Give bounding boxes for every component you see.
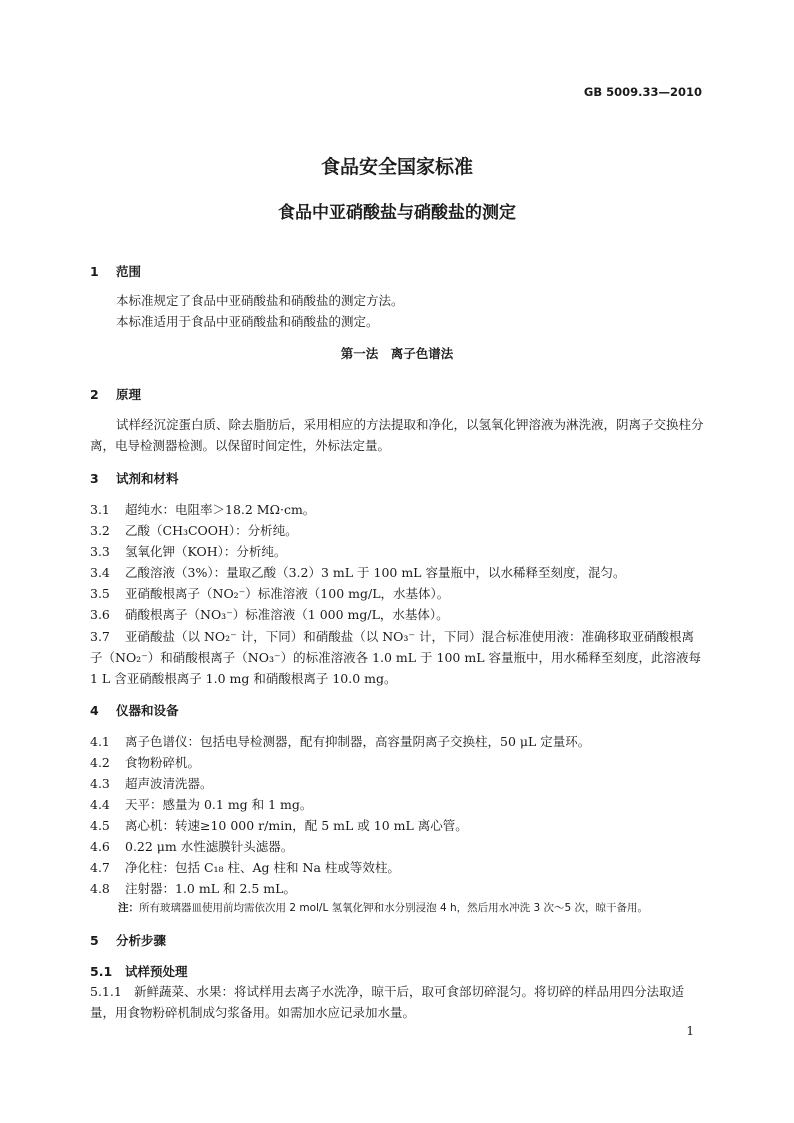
section-number: 3 [90, 471, 99, 486]
document-title: 食品安全国家标准 [320, 156, 473, 178]
paragraph-text: 本标准适用于食品中亚硝酸盐和硝酸盐的测定。 [116, 314, 379, 329]
list-item: 4.4 天平：感量为 0.1 mg 和 1 mg。 [90, 797, 313, 812]
section-2-paragraph [90, 414, 704, 456]
section-2-heading [90, 385, 141, 403]
section-title: 原理 [116, 387, 142, 402]
list-item: 3.1 超纯水：电阻率＞18.2 MΩ·cm。 [90, 502, 316, 517]
section-title: 仪器和设备 [116, 703, 179, 718]
list-item: 4.1 离子色谱仪：包括电导检测器，配有抑制器，高容量阴离子交换柱，50 μL 定量环。 [90, 734, 591, 749]
section-1-heading [90, 262, 141, 280]
section-number: 1 [90, 264, 99, 279]
list-item: 3.6 硝酸根离子（NO₃⁻）标准溶液（1 000 mg/L，水基体）。 [90, 607, 449, 622]
section-title: 范围 [116, 264, 142, 279]
list-item: 3.3 氢氧化钾（KOH）：分析纯。 [90, 544, 287, 559]
paragraph-text: 本标准规定了食品中亚硝酸盐和硝酸盐的测定方法。 [116, 293, 404, 308]
list-item-3-7: 3.7 亚硝酸盐（以 NO₂⁻ 计，下同）和硝酸盐（以 NO₃⁻ 计，下同）混合标准使用液：准确移取亚硝酸根离子（NO₂⁻）和硝酸根离子（NO₃⁻）的标准溶液各 1.0 mL 于 100 mL 容量瓶中，用水稀释至刻度，此溶液每 1 L 含亚硝酸根离子 1.0 mg 和硝酸根离子 10.0 mg。 [90, 629, 701, 686]
section-number: 2 [90, 387, 99, 402]
page-number: 1 [686, 1024, 694, 1038]
list-item: 3.2 乙酸（CH₃COOH）：分析纯。 [90, 523, 298, 538]
section-1-paragraph-2 [90, 311, 704, 332]
standard-number: GB 5009.33—2010 [583, 85, 702, 99]
section-number: 4 [90, 703, 99, 718]
section-3-heading [90, 469, 179, 487]
section-title: 试剂和材料 [116, 471, 179, 486]
list-item: 4.2 食物粉碎机。 [90, 755, 201, 770]
list-item-5-1-1: 5.1.1 新鲜蔬菜、水果：将试样用去离子水洗净，晾干后，取可食部切碎混匀。将切碎的样品用四分法取适量，用食物粉碎机制成匀浆备用。如需加水应记录加水量。 [90, 984, 685, 1020]
note: 注：所有玻璃器皿使用前均需依次用 2 mol/L 氢氧化钾和水分别浸泡 4 h，然后用水冲洗 3 次～5 次，晾干备用。 [118, 902, 649, 914]
list-item: 4.6 0.22 μm 水性滤膜针头滤器。 [90, 839, 294, 854]
list-item: 4.5 离心机：转速≥10 000 r/min，配 5 mL 或 10 mL 离心管。 [90, 818, 468, 833]
subsection-5-1-heading: 5.1 试样预处理 [90, 964, 188, 979]
paragraph-text: 试样经沉淀蛋白质、除去脂肪后，采用相应的方法提取和净化，以氢氧化钾溶液为淋洗液，阴离子交换柱分离，电导检测器检测。以保留时间定性，外标法定量。 [90, 417, 704, 453]
section-number: 5 [90, 933, 99, 948]
list-item: 4.3 超声波清洗器。 [90, 776, 213, 791]
section-title: 分析步骤 [116, 933, 167, 948]
list-item: 4.7 净化柱：包括 C₁₈ 柱、Ag 柱和 Na 柱或等效柱。 [90, 860, 400, 875]
list-item: 3.4 乙酸溶液（3%）：量取乙酸（3.2）3 mL 于 100 mL 容量瓶中，以水稀释至刻度，混匀。 [90, 565, 626, 580]
section-4-heading [90, 701, 179, 719]
section-1-paragraph-1 [90, 290, 704, 311]
list-item: 4.8 注射器：1.0 mL 和 2.5 mL。 [90, 881, 296, 896]
list-item: 3.5 亚硝酸根离子（NO₂⁻）标准溶液（100 mg/L，水基体）。 [90, 586, 450, 601]
section-5-heading [90, 931, 166, 949]
method-heading: 第一法 离子色谱法 [340, 346, 454, 361]
document-subtitle: 食品中亚硝酸盐与硝酸盐的测定 [278, 203, 516, 223]
